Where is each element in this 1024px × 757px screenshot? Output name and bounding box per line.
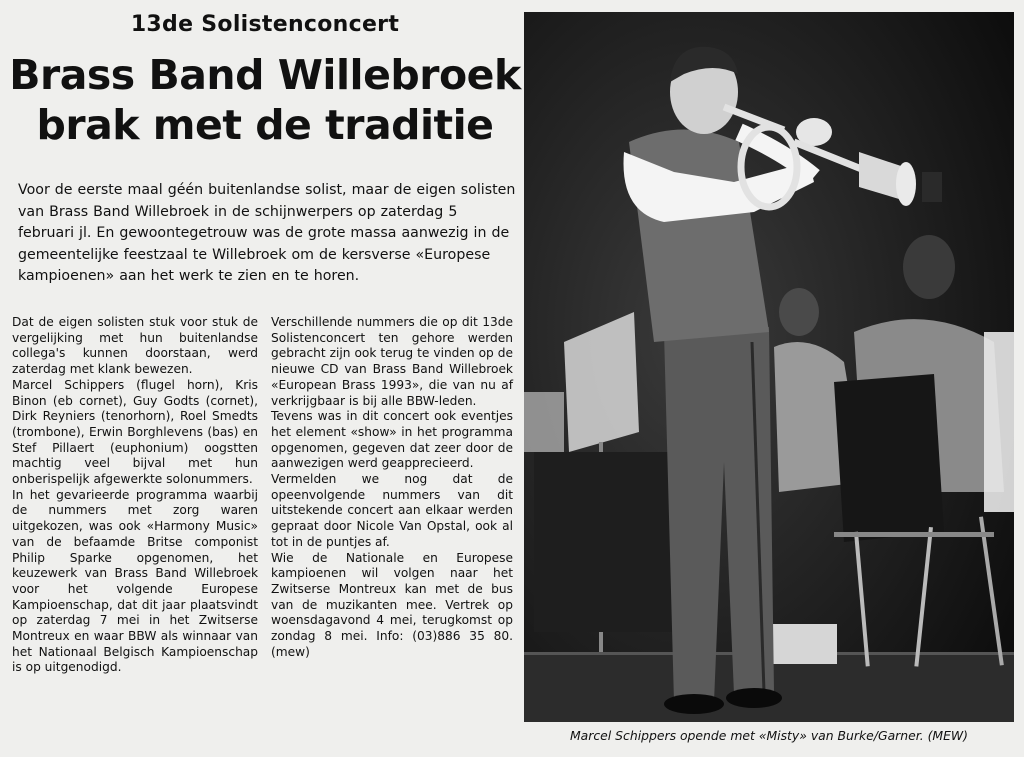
article-lead: Voor de eerste maal géén buitenlandse solist, maar de eigen solisten van Brass Band Willebroek in de schijnwerpers op zaterdag 5 februari jl. En gewoontegetrouw was de grote massa aanwezig in de gemeentelijke feestzaal te Willebroek om de kersverse «Europese kampioenen» aan het werk te zien en te horen. [18,182,516,284]
column-paragraph: Wie de Nationale en Europese kampioenen wil volgen naar het Zwitserse Montreux kan met de bus van de muzikanten mee. Vertrek op woensdagavond 4 mei, terugkomst op zondag 8 mei. Info: (03)886 35 80. (mew) [271,550,513,659]
headline-line-1: Brass Band Willebroek [9,51,521,99]
column-paragraph: In het gevarieerde programma waarbij de nummers met zorg waren uitgekozen, was ook «Harmony Music» van de befaamde Britse componist Philip Sparke opgenomen, het keuzewerk van Brass Band Willebroek voor het volgende Europese Kampioenschap, dat dit jaar plaatsvindt op zaterdag 7 mei in het Zwitserse Montreux en waar BBW als winnaar van het Nationaal Belgisch Kampioenschap is op uitgenodigd. [12,487,258,675]
column-paragraph: Dat de eigen solisten stuk voor stuk de vergelijking met hun buitenlandse collega's kunnen doorstaan, werd zaterdag met klank bewezen. [12,315,258,377]
article-kicker: 13de Solistenconcert [130,12,400,37]
article-headline [0,50,530,150]
column-paragraph: Verschillende nummers die op dit 13de Solistenconcert ten gehore werden gebracht zijn ook terug te vinden op de nieuwe CD van Brass Band Willebroek «European Brass 1993», die van nu af verkrijgbaar is bij alle BBW-leden. [271,315,513,408]
headline-line-2: brak met de traditie [36,101,494,149]
column-paragraph: Vermelden we nog dat de opeenvolgende nummers van dit uitstekende concert aan elkaar werden gepraat door Nicole Van Opstal, ook al tot in de puntjes af. [271,472,513,549]
concert-photo [524,12,1014,722]
concert-photo-illustration [524,12,1014,722]
article-column-2 [271,315,513,660]
photo-caption: Marcel Schippers opende met «Misty» van Burke/Garner. (MEW) [569,728,969,743]
column-paragraph: Marcel Schippers (flugel horn), Kris Binon (eb cornet), Guy Godts (cornet), Dirk Reyniers (tenorhorn), Roel Smedts (trombone), Erwin Borghlevens (bas) en Stef Pillaert (euphonium) oogstten machtig veel bijval met hun onberispelijk afgewerkte solonummers. [12,377,258,487]
column-paragraph: Tevens was in dit concert ook eventjes het element «show» in het programma opgenomen, gegeven dat zeer door de aanwezigen werd geapprecieerd. [271,409,513,471]
article-column-1 [12,315,258,676]
